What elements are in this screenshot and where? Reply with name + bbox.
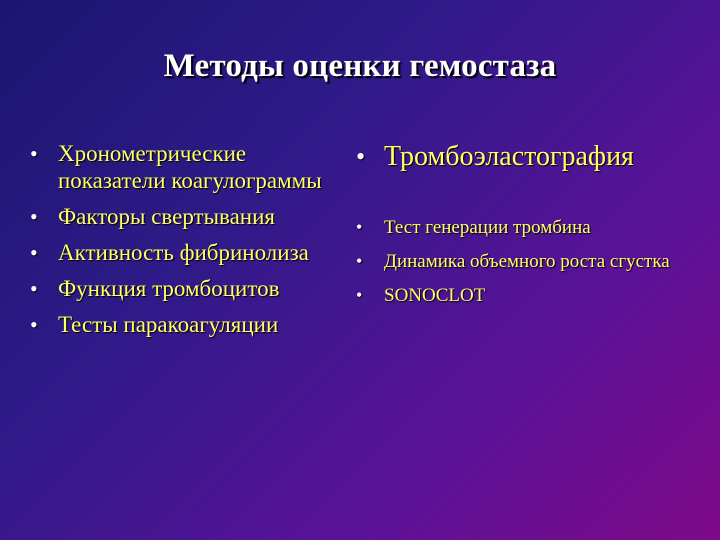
list-item-text: Функция тромбоцитов <box>58 276 280 301</box>
list-item <box>30 311 340 338</box>
bullet-icon: • <box>30 141 38 166</box>
bullet-icon: • <box>356 251 363 271</box>
list-item-heading <box>356 140 701 174</box>
list-item-text: Факторы свертывания <box>58 204 276 229</box>
bullet-icon: • <box>30 276 38 301</box>
bullet-icon: • <box>30 204 38 229</box>
slide-title: Методы оценки гемостаза <box>163 48 557 84</box>
list-item <box>30 203 340 230</box>
bullet-icon: • <box>30 312 38 337</box>
list-item-text: Тромбоэластография <box>384 141 634 172</box>
list-item-text: Тест генерации тромбина <box>384 217 591 238</box>
list-item <box>356 284 701 307</box>
list-item <box>30 239 340 266</box>
list-item <box>30 140 340 194</box>
right-bullet-list <box>356 140 701 318</box>
bullet-icon: • <box>356 142 366 171</box>
bullet-icon: • <box>30 240 38 265</box>
list-item-text: Хронометрические показатели коагулограммы <box>58 141 322 193</box>
list-item <box>30 275 340 302</box>
list-item-text: Активность фибринолиза <box>58 240 309 265</box>
list-item <box>356 216 701 239</box>
bullet-icon: • <box>356 217 363 237</box>
list-item-text: SONOCLOT <box>384 285 486 306</box>
list-item <box>356 250 701 273</box>
bullet-icon: • <box>356 285 363 305</box>
list-item-text: Динамика объемного роста сгустка <box>384 251 670 272</box>
list-item-text: Тесты паракоагуляции <box>58 312 279 337</box>
left-bullet-list <box>30 140 340 347</box>
